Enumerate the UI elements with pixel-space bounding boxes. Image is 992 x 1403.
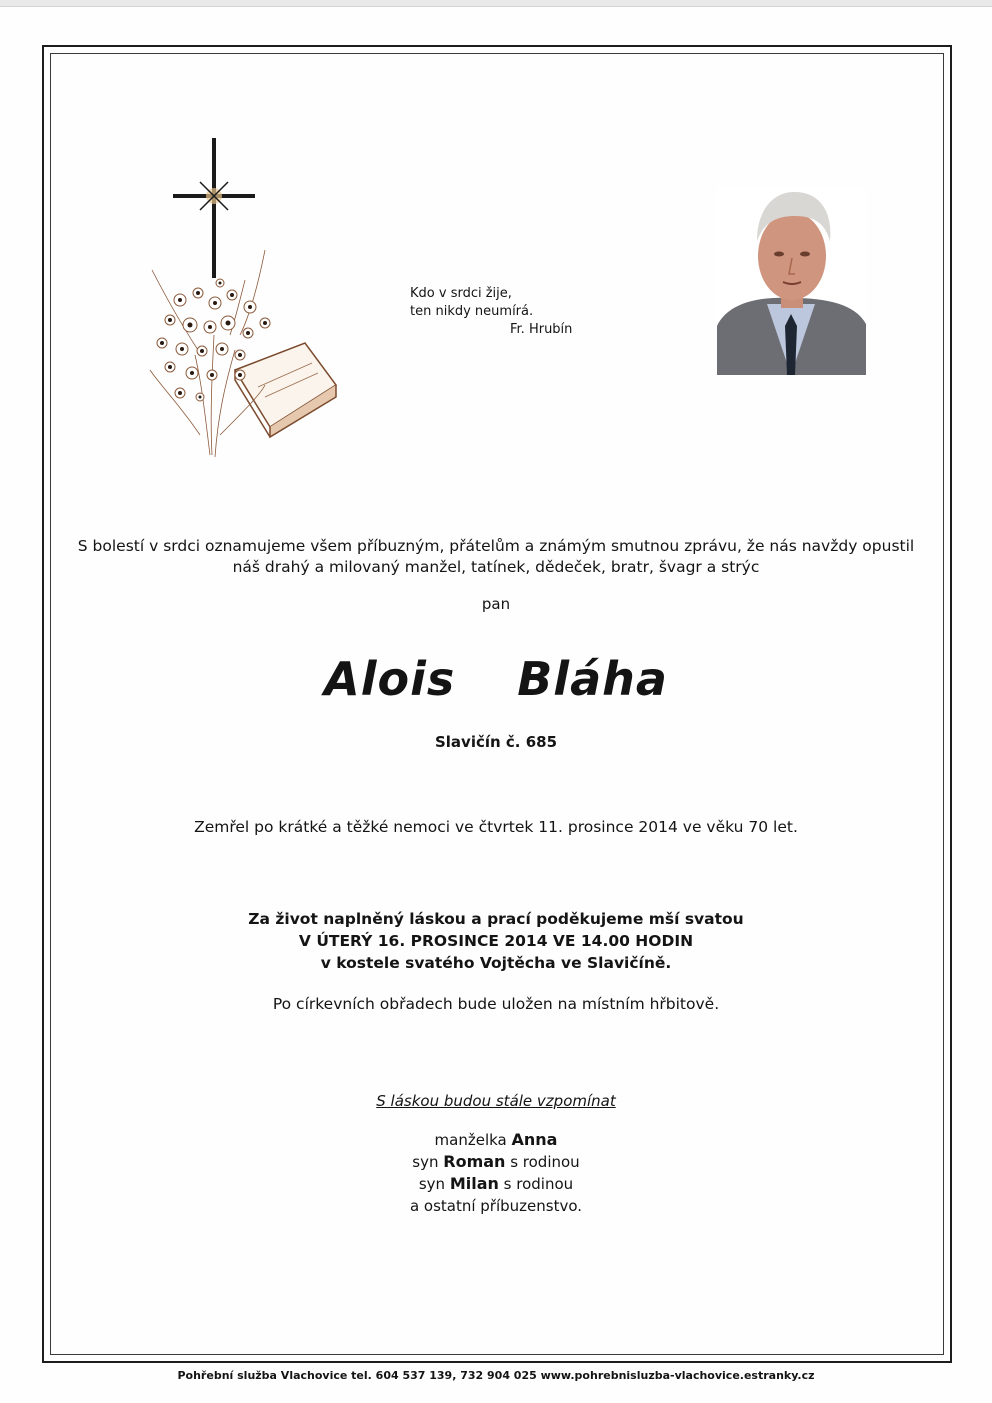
cross-flowers-emblem	[140, 135, 350, 470]
funeral-service-footer: Pohřební služba Vlachovice tel. 604 537 139, 732 904 025 www.pohrebnisluzba-vlachovice.estranky.cz	[177, 1369, 815, 1382]
mourner-line	[62, 1173, 930, 1195]
ceremony-line-2: V ÚTERÝ 16. PROSINCE 2014 VE 14.00 HODIN	[298, 932, 694, 950]
book-icon	[235, 343, 336, 437]
announcement-line-2: náš drahý a milovaný manžel, tatínek, dědeček, bratr, švagr a strýc	[232, 558, 760, 576]
cross-icon	[173, 138, 255, 278]
ceremony-line-3: v kostele svatého Vojtěcha ve Slavičíně.	[320, 954, 672, 972]
quote-line-2: ten nikdy neumírá.	[410, 304, 534, 319]
mourner-relation: manželka	[434, 1131, 512, 1149]
title-pan: pan	[481, 595, 511, 613]
mourner-suffix: s rodinou	[498, 1175, 574, 1193]
mourner-line	[62, 1129, 930, 1151]
mourner-suffix: s rodinou	[505, 1153, 580, 1171]
death-notice: Zemřel po krátké a těžké nemoci ve čtvrtek 11. prosince 2014 ve věku 70 let.	[194, 818, 798, 836]
mourner-line	[62, 1151, 930, 1173]
flower-bouquet-icon	[150, 250, 265, 457]
announcement	[62, 536, 930, 578]
mourners-list	[62, 1129, 930, 1217]
remember-heading	[62, 1092, 930, 1110]
mourner-name: Milan	[449, 1174, 499, 1193]
quote-line-1: Kdo v srdci žije,	[410, 286, 512, 301]
mourner-relation: syn	[412, 1153, 444, 1171]
mourner-relation: syn	[418, 1175, 450, 1193]
quote-author: Fr. Hrubín	[510, 322, 573, 337]
deceased-name: Alois Bláha	[324, 652, 668, 706]
remember-heading-text: S láskou budou stále vzpomínat	[376, 1092, 616, 1110]
ceremony-line-1: Za život naplněný láskou a prací poděkujeme mší svatou	[248, 910, 744, 928]
sheet-edge	[0, 0, 992, 7]
announcement-line-1: S bolestí v srdci oznamujeme všem příbuzným, přátelům a známým smutnou zprávu, že nás navždy opustil	[77, 537, 915, 555]
ceremony-block	[62, 908, 930, 974]
mourner-name: Anna	[511, 1130, 558, 1149]
address: Slavičín č. 685	[434, 733, 558, 751]
quote-block	[410, 285, 572, 339]
portrait-photo	[717, 186, 866, 375]
mourner-relation: a ostatní příbuzenstvo.	[409, 1197, 583, 1215]
mourner-line	[62, 1195, 930, 1217]
mourner-name: Roman	[443, 1152, 506, 1171]
burial-notice: Po církevních obřadech bude uložen na místním hřbitově.	[272, 995, 720, 1013]
